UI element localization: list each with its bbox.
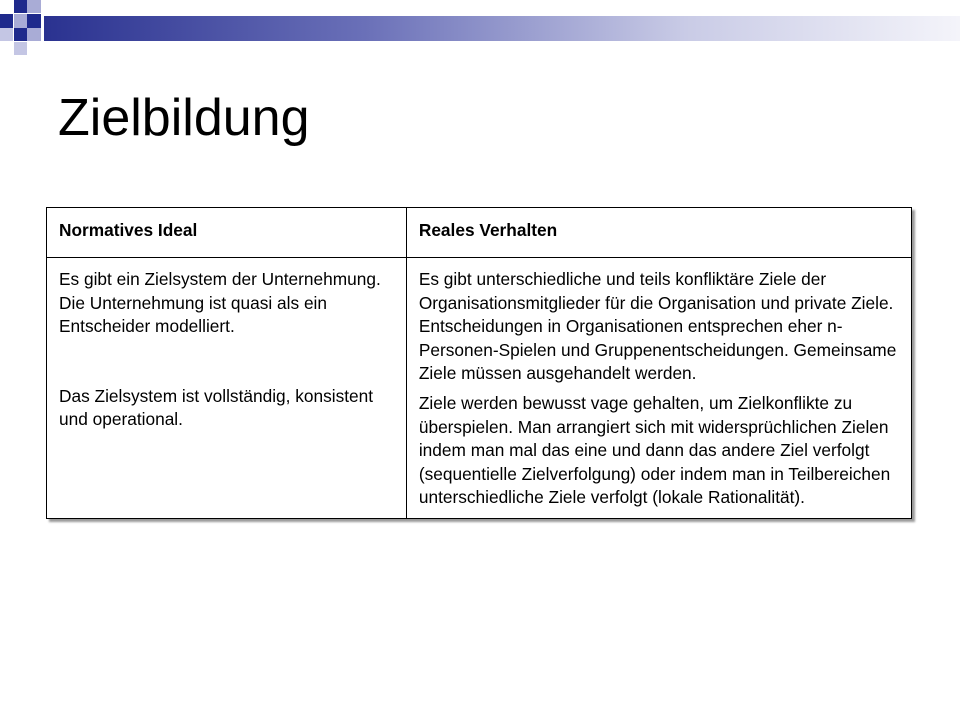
decor-square-lavender-2 bbox=[14, 14, 27, 28]
table-row bbox=[47, 258, 912, 519]
comparison-table bbox=[46, 207, 912, 519]
left-paragraph-1: Es gibt ein Zielsystem der Unternehmung. Die Unternehmung ist quasi als ein Entscheider modelliert. bbox=[59, 269, 381, 337]
decor-square-lavender-5 bbox=[14, 42, 27, 55]
decor-square-lavender-1 bbox=[27, 0, 41, 13]
right-paragraph-1: Es gibt unterschiedliche und teils konfliktäre Ziele der Organisationsmitglieder für die Organisation und private Ziele. Entscheidungen in Organisationen entsprechen eher n-Personen-Spielen und Gruppenentscheidungen. Gemeinsame Ziele müssen ausgehandelt werden. bbox=[418, 269, 897, 384]
decor-square-navy-4 bbox=[14, 28, 27, 41]
cell-reales-verhalten bbox=[406, 258, 911, 519]
header-normatives-ideal: Normatives Ideal bbox=[47, 208, 407, 258]
cell-normatives-ideal bbox=[47, 258, 407, 519]
decor-square-navy-1 bbox=[14, 0, 27, 13]
decor-square-lavender-3 bbox=[0, 28, 13, 41]
header-reales-verhalten: Reales Verhalten bbox=[406, 208, 911, 258]
decor-square-navy-2 bbox=[0, 14, 13, 28]
slide-title: Zielbildung bbox=[58, 89, 310, 147]
table-header-row bbox=[47, 208, 912, 258]
decor-square-navy-3 bbox=[27, 14, 41, 28]
decor-square-lavender-4 bbox=[27, 28, 41, 41]
left-paragraph-2: Das Zielsystem ist vollständig, konsistent und operational. bbox=[59, 385, 374, 430]
header-gradient-bar bbox=[44, 16, 960, 41]
right-paragraph-2: Ziele werden bewusst vage gehalten, um Zielkonflikte zu überspielen. Man arrangiert sich mit widersprüchlichen Zielen indem man mal das eine und dann das andere Ziel verfolgt (sequentielle Zielverfolgung) oder indem man in Teilbereichen unterschiedliche Ziele verfolgt (lokale Rationalität). bbox=[418, 392, 891, 508]
